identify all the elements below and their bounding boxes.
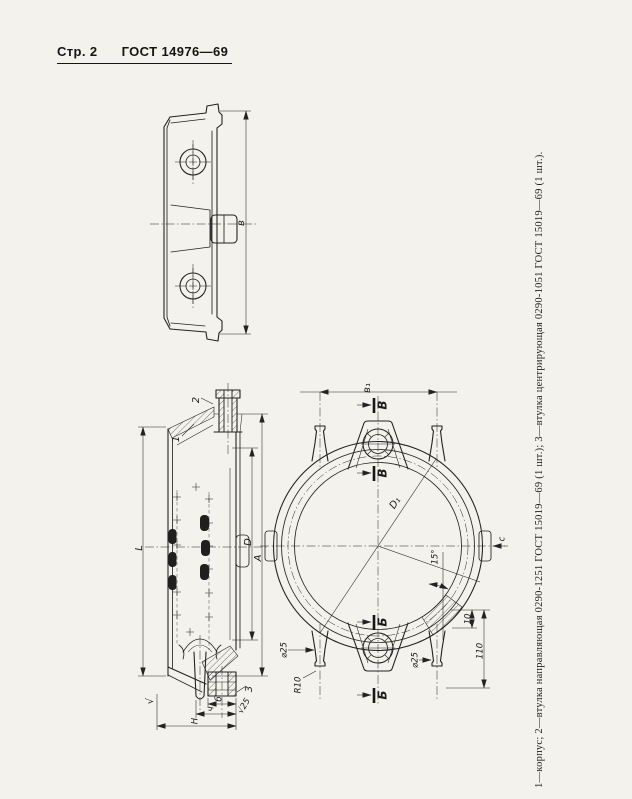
parts-caption: 1—корпус; 2—втулка направляющая 0290-1251 ГОСТ 15019—69 (1 шт.); 3—втулка центрирующая 0290-1051 ГОСТ 15019—69 (1 шт.). xyxy=(534,151,545,788)
bottom-flange-section xyxy=(168,667,206,684)
svg-text:В: В xyxy=(375,400,390,410)
roughness-mark-left: √ xyxy=(145,697,156,705)
svg-text:A: A xyxy=(253,554,264,562)
svg-text:в₁: в₁ xyxy=(362,383,373,393)
guide-bushing xyxy=(214,383,242,455)
svg-text:В: В xyxy=(375,468,390,478)
svg-text:L: L xyxy=(134,545,145,551)
front-dim-radius xyxy=(294,671,317,693)
top-flange-section xyxy=(168,407,214,438)
front-dim-pin-left xyxy=(280,642,315,658)
front-dim-span xyxy=(300,383,457,393)
part-label-3: 3 xyxy=(244,685,255,693)
side-latch-pocket xyxy=(171,205,237,252)
section-mark-B-bottom xyxy=(357,466,390,481)
svg-text:R10: R10 xyxy=(293,676,304,694)
svg-text:D: D xyxy=(243,538,254,546)
section-bottom-dims xyxy=(157,694,236,730)
page-number: Стр. 2 xyxy=(57,44,98,59)
svg-text:⌀25: ⌀25 xyxy=(279,642,290,658)
svg-text:Н: Н xyxy=(190,717,201,725)
svg-text:Б: Б xyxy=(375,690,390,700)
dim-D1-label: D₁ xyxy=(387,495,404,512)
svg-text:110: 110 xyxy=(475,642,486,660)
front-dim-rim xyxy=(446,610,490,688)
part-label-1: 1 xyxy=(171,435,182,443)
side-bottom-cap xyxy=(206,317,222,341)
svg-text:Б: Б xyxy=(375,617,390,627)
front-dim-pad xyxy=(493,536,508,546)
side-height-label: в xyxy=(236,220,247,226)
front-view-drawing xyxy=(260,383,508,704)
hole-pattern xyxy=(169,483,214,650)
page-header xyxy=(57,44,232,64)
section-mark-B2-bottom xyxy=(357,688,390,703)
svg-text:10: 10 xyxy=(463,613,474,625)
leader-bushing-2 xyxy=(201,398,213,404)
svg-text:б: б xyxy=(214,696,225,702)
svg-text:с: с xyxy=(497,536,508,542)
side-view-drawing xyxy=(150,104,258,341)
svg-text:ч: ч xyxy=(206,706,217,712)
svg-text:15°: 15° xyxy=(430,549,441,565)
standard-number: ГОСТ 14976—69 xyxy=(121,44,229,59)
svg-text:⌀25: ⌀25 xyxy=(410,652,421,668)
side-top-cap xyxy=(206,104,222,128)
section-view-drawing xyxy=(134,383,268,730)
part-label-2: 2 xyxy=(191,396,202,404)
side-height-dimension xyxy=(220,111,251,334)
section-mark-B-top xyxy=(357,398,390,413)
front-dim-pin-right xyxy=(411,652,432,668)
section-dim-L xyxy=(134,427,166,676)
roughness-mark-right: √25 xyxy=(236,696,253,716)
